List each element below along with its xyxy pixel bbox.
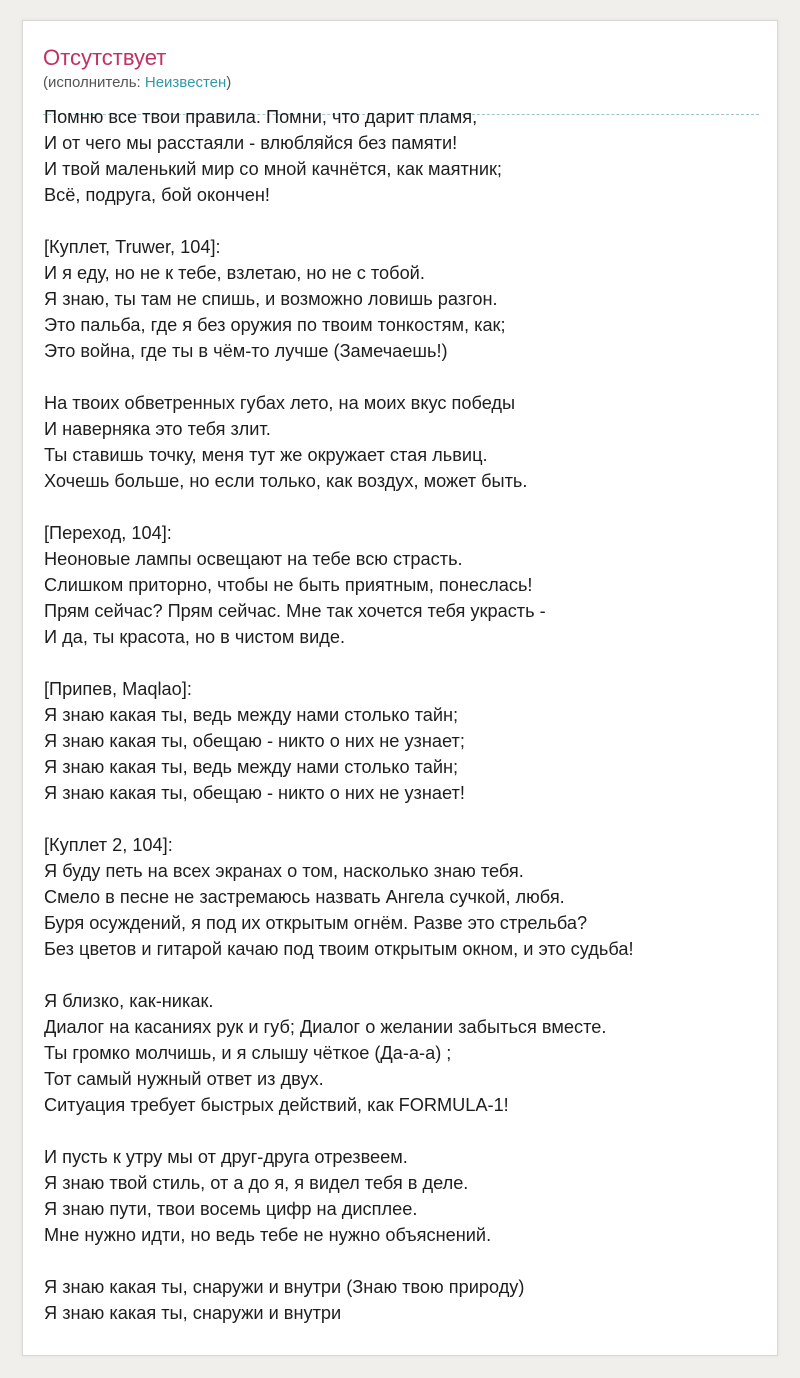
lyric-line: Ты громко молчишь, и я слышу чёткое (Да-а-а) ; bbox=[44, 1043, 452, 1063]
lyric-line: Я знаю какая ты, снаружи и внутри bbox=[44, 1303, 342, 1323]
artist-link[interactable]: Неизвестен bbox=[144, 74, 227, 91]
lyric-line: И я еду, но не к тебе, взлетаю, но не с тобой. bbox=[44, 263, 425, 283]
lyric-line: И пусть к утру мы от друг-друга отрезвеем. bbox=[44, 1147, 408, 1167]
lyric-line: И да, ты красота, но в чистом виде. bbox=[44, 627, 346, 647]
lyric-line: Я знаю какая ты, ведь между нами столько тайн; bbox=[44, 757, 459, 777]
lyric-line: Я знаю твой стиль, от а до я, я видел тебя в деле. bbox=[44, 1173, 469, 1193]
lyric-line: Тот самый нужный ответ из двух. bbox=[44, 1069, 324, 1089]
lyric-line: Без цветов и гитарой качаю под твоим открытым окном, и это судьба! bbox=[44, 939, 634, 959]
lyrics-body bbox=[44, 104, 760, 1326]
lyric-line: На твоих обветренных губах лето, на моих вкус победы bbox=[44, 393, 516, 413]
lyric-line: Ты ставишь точку, меня тут же окружает стая львиц. bbox=[44, 445, 488, 465]
stanza-break bbox=[44, 962, 760, 988]
lyric-line: И наверняка это тебя злит. bbox=[44, 419, 271, 439]
lyric-line: Я знаю какая ты, обещаю - никто о них не узнает; bbox=[44, 731, 465, 751]
lyric-line: Смело в песне не застремаюсь назвать Ангела сучкой, любя. bbox=[44, 887, 565, 907]
lyric-line: Слишком приторно, чтобы не быть приятным, понеслась! bbox=[44, 575, 533, 595]
stanza-break bbox=[44, 494, 760, 520]
song-title: Отсутствует bbox=[43, 45, 167, 70]
lyric-line: Я близко, как-никак. bbox=[44, 991, 214, 1011]
stanza-break bbox=[44, 650, 760, 676]
lyrics-card bbox=[22, 20, 778, 1356]
lyric-line: Хочешь больше, но если только, как воздух, может быть. bbox=[44, 471, 528, 491]
lyric-line: Прям сейчас? Прям сейчас. Мне так хочется тебя украсть - bbox=[44, 601, 546, 621]
stanza-break bbox=[44, 364, 760, 390]
lyric-line: И твой маленький мир со мной качнётся, как маятник; bbox=[44, 159, 502, 179]
artist-suffix: ) bbox=[226, 74, 232, 91]
lyric-line: Всё, подруга, бой окончен! bbox=[44, 185, 270, 205]
lyric-line: Диалог на касаниях рук и губ; Диалог о желании забыться вместе. bbox=[44, 1017, 607, 1037]
artist-prefix: (исполнитель: bbox=[43, 74, 145, 91]
lyric-line: [Куплет, Truwer, 104]: bbox=[44, 237, 221, 257]
stanza-break bbox=[44, 1248, 760, 1274]
lyric-line: Я знаю какая ты, ведь между нами столько тайн; bbox=[44, 705, 459, 725]
stanza-break bbox=[44, 208, 760, 234]
lyric-line: [Куплет 2, 104]: bbox=[44, 835, 173, 855]
lyric-line: Я буду петь на всех экранах о том, насколько знаю тебя. bbox=[44, 861, 524, 881]
lyric-line: Неоновые лампы освещают на тебе всю страсть. bbox=[44, 549, 463, 569]
lyric-line: Я знаю какая ты, обещаю - никто о них не узнает! bbox=[44, 783, 465, 803]
lyric-line: [Припев, Maqlao]: bbox=[44, 679, 192, 699]
artist-line bbox=[43, 73, 231, 93]
lyric-line: Я знаю, ты там не спишь, и возможно ловишь разгон. bbox=[44, 289, 498, 309]
lyric-line: Это пальба, где я без оружия по твоим тонкостям, как; bbox=[44, 315, 506, 335]
lyric-line: [Переход, 104]: bbox=[44, 523, 172, 543]
lyric-line: Мне нужно идти, но ведь тебе не нужно объяснений. bbox=[44, 1225, 492, 1245]
lyric-line: И от чего мы расстаяли - влюбляйся без памяти! bbox=[44, 133, 458, 153]
lyric-line: Я знаю какая ты, снаружи и внутри (Знаю твою природу) bbox=[44, 1277, 525, 1297]
stanza-break bbox=[44, 806, 760, 832]
stanza-break bbox=[44, 1118, 760, 1144]
lyric-line: Ситуация требует быстрых действий, как FORMULA-1! bbox=[44, 1095, 509, 1115]
lyric-line: Это война, где ты в чём-то лучше (Замечаешь!) bbox=[44, 341, 448, 361]
lyric-line: Буря осуждений, я под их открытым огнём. Разве это стрельба? bbox=[44, 913, 588, 933]
lyric-line: Я знаю пути, твои восемь цифр на дисплее. bbox=[44, 1199, 418, 1219]
lyric-line: Помню все твои правила. Помни, что дарит пламя, bbox=[44, 107, 478, 127]
